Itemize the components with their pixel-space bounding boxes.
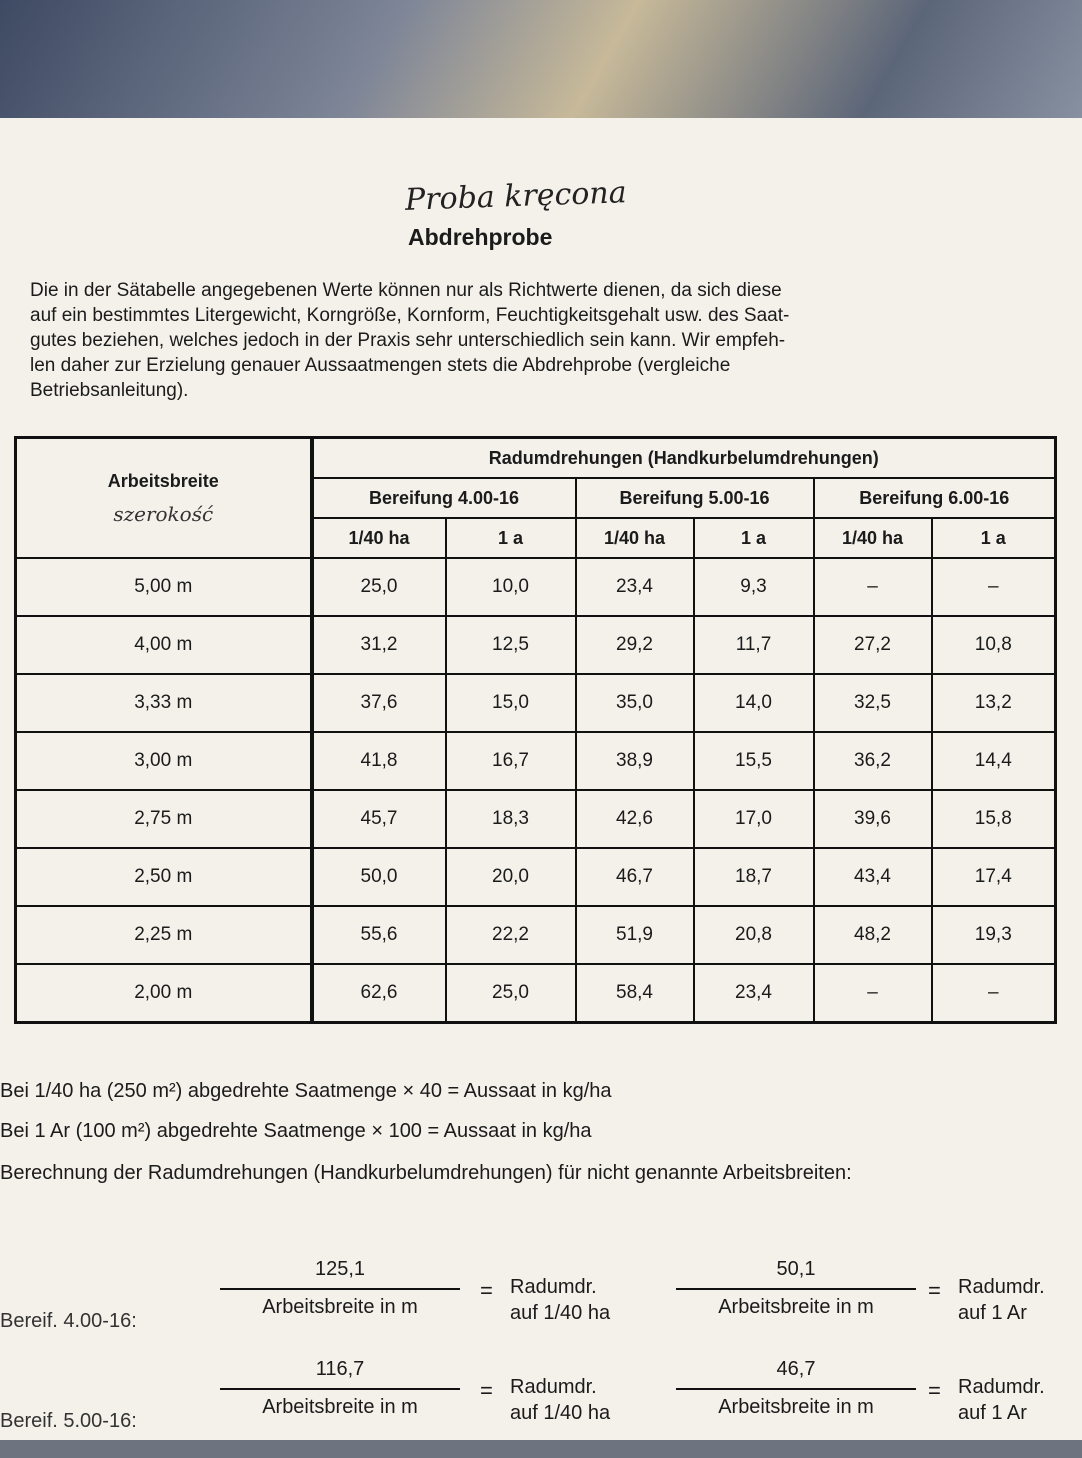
header-radumdrehungen: Radumdrehungen (Handkurbelumdrehungen) [312,438,1056,479]
numerator: 50,1 [676,1258,916,1290]
value-cell: 55,6 [312,906,446,964]
subheader-cell: 1 a [932,518,1056,558]
value-cell: 39,6 [814,790,932,848]
table-row [16,674,1056,732]
value-cell: 35,0 [576,674,694,732]
value-cell: 36,2 [814,732,932,790]
value-cell: 10,8 [932,616,1056,674]
result-line: auf 1 Ar [958,1402,1027,1424]
document-page [0,118,1082,1440]
header-tire-6: Bereifung 6.00-16 [814,478,1056,518]
header-arbeitsbreite [16,438,312,559]
value-cell: 18,7 [694,848,814,906]
value-cell: – [932,558,1056,616]
handwritten-note: szerokość [113,501,214,526]
fraction [220,1358,460,1419]
value-cell: 15,5 [694,732,814,790]
result-line: Radumdr. [958,1376,1045,1398]
rotation-table [14,436,1057,1024]
value-cell: 15,8 [932,790,1056,848]
formula-line: Bei 1 Ar (100 m²) abgedrehte Saatmenge × 100 = Aussaat in kg/ha [0,1120,592,1142]
width-cell: 2,75 m [16,790,312,848]
width-cell: 2,50 m [16,848,312,906]
value-cell: 43,4 [814,848,932,906]
subheader-cell: 1 a [446,518,576,558]
calc-label: Bereif. 4.00-16: [0,1310,137,1332]
calc-row [0,1358,1082,1458]
value-cell: 11,7 [694,616,814,674]
width-cell: 2,25 m [16,906,312,964]
equals-sign: = [928,1278,941,1303]
value-cell: 51,9 [576,906,694,964]
fraction [220,1258,460,1319]
denominator: Arbeitsbreite in m [262,1296,418,1318]
value-cell: 18,3 [446,790,576,848]
result-line: auf 1/40 ha [510,1402,611,1424]
value-cell: 50,0 [312,848,446,906]
value-cell: 10,0 [446,558,576,616]
value-cell: 48,2 [814,906,932,964]
page-title: Abdrehprobe [408,224,553,250]
result-line: Radumdr. [958,1276,1045,1298]
width-cell: 3,33 m [16,674,312,732]
value-cell: 37,6 [312,674,446,732]
equals-sign: = [928,1378,941,1403]
value-cell: 62,6 [312,964,446,1023]
value-cell: 15,0 [446,674,576,732]
denominator: Arbeitsbreite in m [262,1396,418,1418]
value-cell: 20,8 [694,906,814,964]
handwritten-annotation: Proba kręcona [404,175,628,218]
result-line: auf 1/40 ha [510,1302,611,1324]
subheader-cell: 1/40 ha [576,518,694,558]
value-cell: 17,4 [932,848,1056,906]
value-cell: – [814,558,932,616]
value-cell: 27,2 [814,616,932,674]
table-row [16,616,1056,674]
result-line: Radumdr. [510,1376,597,1398]
value-cell: 20,0 [446,848,576,906]
fraction [676,1258,916,1319]
fraction [676,1358,916,1419]
result-label [510,1374,610,1426]
header-tire-4: Bereifung 4.00-16 [312,478,576,518]
intro-line: Die in der Sätabelle angegebenen Werte können nur als Richtwerte dienen, da sich diese [30,280,782,301]
header-tire-5: Bereifung 5.00-16 [576,478,814,518]
intro-paragraph [30,278,1020,403]
result-label [958,1374,1045,1426]
value-cell: 58,4 [576,964,694,1023]
value-cell: 25,0 [446,964,576,1023]
denominator: Arbeitsbreite in m [718,1296,874,1318]
calc-row [0,1258,1082,1358]
header-arbeitsbreite-label: Arbeitsbreite [107,470,219,491]
value-cell: 14,0 [694,674,814,732]
value-cell: 14,4 [932,732,1056,790]
result-label [958,1274,1045,1326]
table-row [16,848,1056,906]
value-cell: 23,4 [576,558,694,616]
value-cell: 31,2 [312,616,446,674]
value-cell: 45,7 [312,790,446,848]
value-cell: 23,4 [694,964,814,1023]
numerator: 116,7 [220,1358,460,1390]
value-cell: 38,9 [576,732,694,790]
value-cell: 29,2 [576,616,694,674]
table-row [16,790,1056,848]
result-label [510,1274,610,1326]
value-cell: – [814,964,932,1023]
subheader-cell: 1/40 ha [312,518,446,558]
table-row [16,558,1056,616]
value-cell: 22,2 [446,906,576,964]
calc-label: Bereif. 5.00-16: [0,1410,137,1432]
subheader-cell: 1/40 ha [814,518,932,558]
result-line: Radumdr. [510,1276,597,1298]
value-cell: – [932,964,1056,1023]
width-cell: 4,00 m [16,616,312,674]
value-cell: 41,8 [312,732,446,790]
value-cell: 9,3 [694,558,814,616]
value-cell: 17,0 [694,790,814,848]
value-cell: 42,6 [576,790,694,848]
table-row [16,906,1056,964]
table-row [16,964,1056,1023]
intro-line: Betriebsanleitung). [30,380,189,401]
subheader-cell: 1 a [694,518,814,558]
calculation-note: Berechnung der Radumdrehungen (Handkurbelumdrehungen) für nicht genannte Arbeitsbreiten: [0,1162,852,1184]
value-cell: 12,5 [446,616,576,674]
value-cell: 32,5 [814,674,932,732]
width-cell: 5,00 m [16,558,312,616]
equals-sign: = [480,1278,493,1303]
value-cell: 16,7 [446,732,576,790]
numerator: 125,1 [220,1258,460,1290]
width-cell: 2,00 m [16,964,312,1023]
value-cell: 19,3 [932,906,1056,964]
denominator: Arbeitsbreite in m [718,1396,874,1418]
width-cell: 3,00 m [16,732,312,790]
formula-line: Bei 1/40 ha (250 m²) abgedrehte Saatmenge × 40 = Aussaat in kg/ha [0,1080,612,1102]
numerator: 46,7 [676,1358,916,1390]
value-cell: 25,0 [312,558,446,616]
intro-line: auf ein bestimmtes Litergewicht, Korngröße, Kornform, Feuchtigkeitsgehalt usw. des Saat- [30,305,790,326]
value-cell: 13,2 [932,674,1056,732]
intro-line: len daher zur Erzielung genauer Aussaatmengen stets die Abdrehprobe (vergleiche [30,355,731,376]
equals-sign: = [480,1378,493,1403]
table-row [16,732,1056,790]
intro-line: gutes beziehen, welches jedoch in der Praxis sehr unterschiedlich sein kann. Wir empfeh- [30,330,786,351]
result-line: auf 1 Ar [958,1302,1027,1324]
value-cell: 46,7 [576,848,694,906]
table-body [16,558,1056,1023]
